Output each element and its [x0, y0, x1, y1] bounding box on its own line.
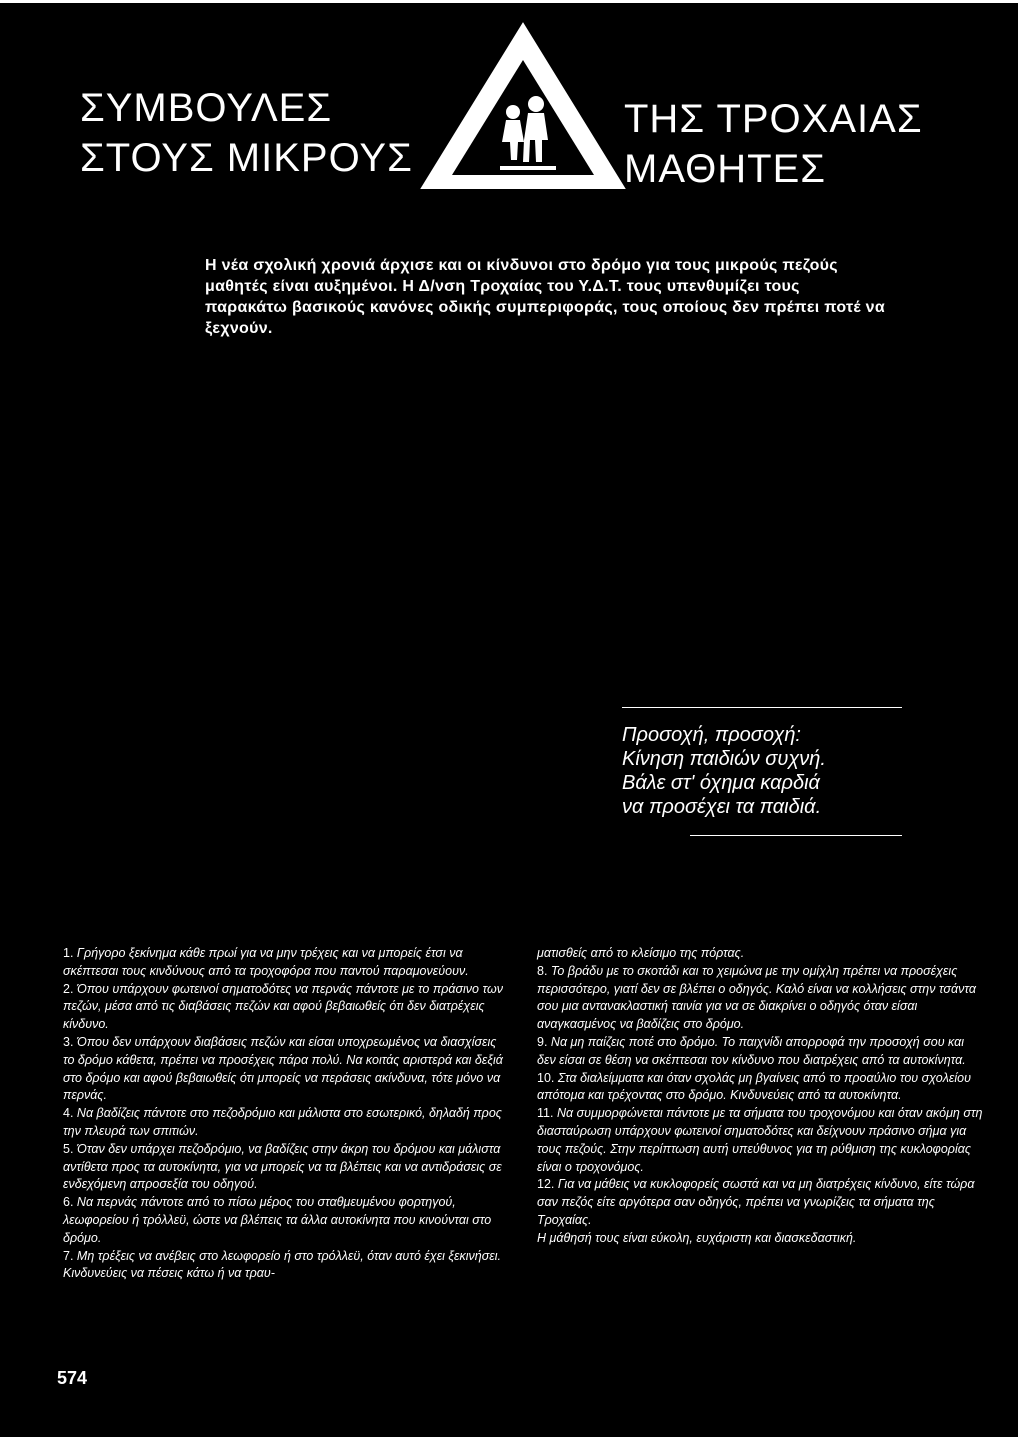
- poem-line: Προσοχή, προσοχή:: [622, 724, 801, 746]
- rule-number: 7.: [63, 1248, 74, 1263]
- rule-item: [537, 1230, 985, 1248]
- rule-text: Να βαδίζεις πάντοτε στο πεζοδρόμιο και μάλιστα στο εσωτερικό, δηλαδή προς την πλευρά των σπιτιών.: [63, 1106, 502, 1138]
- rule-text: Όπου δεν υπάρχουν διαβάσεις πεζών και είσαι υποχρεωμένος να διασχίσεις το δρόμο κάθετα, πρέπει να προσέχεις πάρα πολύ. Να κοιτάς αριστερά και δεξιά στο δρόμο και αφού βεβαιωθείς ότι μπορείς να περάσεις ακίνδυνα, τότε μόνο να περνάς.: [63, 1034, 503, 1103]
- rule-text: ματισθείς από το κλείσιμο της πόρτας.: [537, 946, 745, 960]
- rule-number: 4.: [63, 1106, 74, 1121]
- rule-item: [537, 1176, 985, 1229]
- rule-number: 2.: [63, 981, 74, 996]
- poem-bottom-rule: [690, 835, 902, 836]
- rule-item: [537, 963, 985, 1034]
- rule-number: 12.: [537, 1177, 555, 1192]
- page-right-edge: [1018, 0, 1024, 1437]
- rule-text: Μη τρέξεις να ανέβεις στο λεωφορείο ή στο τρόλλεϋ, όταν αυτό έχει ξεκινήσει. Κινδυνεύεις να πέσεις κάτω ή να τραυ-: [63, 1248, 502, 1281]
- rule-text: Για να μάθεις να κυκλοφορείς σωστά και να μη διατρέχεις κίνδυνο, είτε τώρα σαν πεζός είτε αργότερα σαν οδηγός, πρέπει να γνωρίζεις τα σήματα της Τροχαίας.: [537, 1177, 975, 1227]
- title-left-line1: ΣΥΜΒΟΥΛΕΣ: [80, 86, 333, 130]
- rule-item: [63, 1248, 511, 1284]
- rule-text: Γρήγορο ξεκίνημα κάθε πρωί για να μην τρέχεις και να μπορείς έτσι να σκέπτεσαι τους κινδύνους από τα τροχοφόρα που παντού παραμονεύουν.: [63, 946, 469, 978]
- page-top-edge: [0, 0, 1024, 3]
- rule-text: Να μη παίζεις ποτέ στο δρόμο. Το παιχνίδι απορροφά την προσοχή σου και δεν είσαι σε θέση να σκέπτεσαι τον κίνδυνο που διατρέχεις από τα αυτοκίνητα.: [537, 1034, 966, 1067]
- rule-item: [63, 945, 511, 981]
- rule-number: 5.: [63, 1141, 74, 1156]
- rule-item: [63, 1034, 511, 1105]
- title-right: [624, 94, 923, 194]
- rule-item: [537, 1070, 985, 1106]
- rule-number: 3.: [63, 1034, 74, 1049]
- rule-number: 11.: [537, 1106, 554, 1121]
- title-left: [80, 83, 413, 183]
- rule-item: [537, 945, 985, 963]
- rule-item: [63, 1105, 511, 1141]
- rule-number: 6.: [63, 1195, 74, 1210]
- rule-text: Να συμμορφώνεται πάντοτε με τα σήματα του τροχονόμου και όταν ακόμη στη διασταύρωση υπάρχουν φωτεινοί σηματοδότες και δείχνουν πράσινο σήμα για τους πεζούς. Στην περίπτωση αυτή υπεύθυνος για τη ρύθμιση της κυκλοφορίας είναι ο τροχονόμος.: [537, 1106, 983, 1174]
- rule-text: Όταν δεν υπάρχει πεζοδρόμιο, να βαδίζεις στην άκρη του δρόμου και μάλιστα αντίθετα προς τα αυτοκίνητα, για να μπορείς να τα βλέπεις και να αντιδράσεις σε ενδεχόμενη απροσεξία του οδηγού.: [63, 1141, 502, 1192]
- rule-text: Το βράδυ με το σκοτάδι και το χειμώνα με την ομίχλη πρέπει να προσέχεις περισσότερο, γιατί δεν σε βλέπει ο οδηγός. Καλό είναι να κολλήσεις στην τσάντα σου μια αντανακλαστική ταινία για να σε διακρίνει ο οδηγός όταν είσαι αναγκασμένος να βαδίζεις στο δρόμο.: [537, 963, 976, 1032]
- rules-right-column: [537, 945, 985, 1248]
- title-left-line2: ΣΤΟΥΣ ΜΙΚΡΟΥΣ: [80, 136, 413, 180]
- title-right-line2: ΜΑΘΗΤΕΣ: [624, 147, 826, 191]
- title-right-line1: ΤΗΣ ΤΡΟΧΑΙΑΣ: [624, 97, 923, 141]
- rule-item: [63, 1194, 511, 1247]
- poem-line: Βάλε στ' όχημα καρδιά: [622, 772, 820, 794]
- rule-text: Στα διαλείμματα και όταν σχολάς μη βγαίνεις από το προαύλιο του σχολείου απότομα και τρέχοντας στο δρόμο. Κινδυνεύεις από τα αυτοκίνητα.: [537, 1070, 971, 1103]
- poem-line: να προσέχει τα παιδιά.: [622, 796, 822, 818]
- rule-text: Όπου υπάρχουν φωτεινοί σηματοδότες να περνάς πάντοτε με το πράσινο των πεζών, μέσα από τις διαβάσεις πεζών και αφού βεβαιωθείς ότι δεν διατρέχεις κίνδυνο.: [63, 981, 503, 1032]
- rules-left-column: [63, 945, 511, 1283]
- school-children-warning-sign-icon: [418, 20, 628, 192]
- rule-text: Να περνάς πάντοτε από το πίσω μέρος του σταθμευμένου φορτηγού, λεωφορείου ή τρόλλεϋ, ώστε να βλέπεις τα άλλα αυτοκίνητα που κινούνται στο δρόμο.: [63, 1195, 492, 1245]
- rule-number: 10.: [537, 1070, 555, 1085]
- rule-item: [63, 981, 511, 1034]
- page-number: 574: [57, 1368, 88, 1388]
- intro-paragraph: Η νέα σχολική χρονιά άρχισε και οι κίνδυνοι στο δρόμο για τους μικρούς πεζούς μαθητές είναι αυξημένοι. Η Δ/νση Τροχαίας του Υ.Δ.Τ. τους υπενθυμίζει τους παρακάτω βασικούς κανόνες οδικής συμπεριφοράς, τους οποίους δεν πρέπει ποτέ να ξεχνούν.: [205, 257, 885, 337]
- rule-number: 9.: [537, 1034, 548, 1049]
- rule-number: 1.: [63, 946, 74, 960]
- poem-top-rule: [622, 707, 902, 708]
- poem: [622, 723, 922, 819]
- rule-item: [537, 1034, 985, 1070]
- rule-item: [63, 1141, 511, 1194]
- rule-text: Η μάθησή τους είναι εύκολη, ευχάριστη και διασκεδαστική.: [537, 1230, 857, 1245]
- rule-number: 8.: [537, 963, 548, 978]
- rule-item: [537, 1105, 985, 1176]
- poem-line: Κίνηση παιδιών συχνή.: [622, 748, 826, 770]
